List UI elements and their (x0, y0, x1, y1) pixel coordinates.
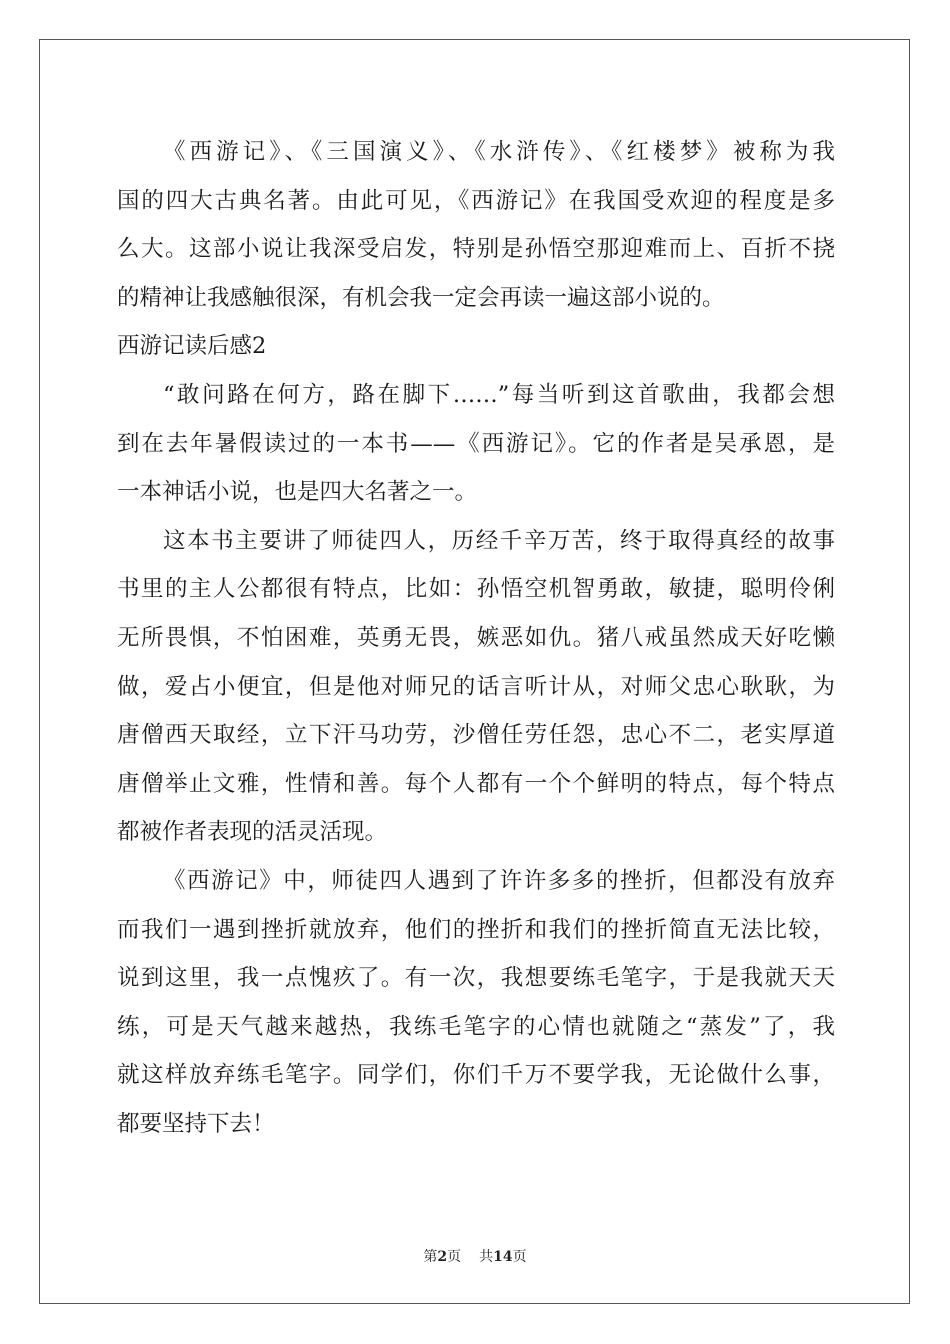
page-label-suffix: 页 (447, 1249, 462, 1265)
text-line: 都被作者表现的活灵活现。 (117, 819, 388, 846)
text-line: 么大。这部小说让我深受启发，特别是孙悟空那迎难而上、百折不挠 (117, 236, 835, 263)
text-line: 就这样放弃练毛笔字。同学们，你们千万不要学我，无论做什么事， (117, 1062, 835, 1089)
total-pages: 14 (493, 1249, 513, 1265)
page-number: 2 (437, 1249, 448, 1265)
text-line: 国的四大古典名著。由此可见，《西游记》在我国受欢迎的程度是多 (117, 187, 835, 214)
text-line: 无所畏惧，不怕困难，英勇无畏，嫉恶如仇。猪八戒虽然成天好吃懒 (117, 624, 835, 651)
paragraph (117, 857, 835, 1149)
text-line: 而我们一遇到挫折就放弃，他们的挫折和我们的挫折简直无法比较， (117, 916, 835, 943)
text-line: 《西游记》、《三国演义》、《水浒传》、《红楼梦》被称为我 (163, 139, 835, 165)
text-line: 练，可是天气越来越热，我练毛笔字的心情也就随之“蒸发”了，我 (117, 1013, 835, 1040)
page-label-prefix: 第 (423, 1249, 438, 1265)
paragraph (117, 128, 835, 322)
total-label-suffix: 页 (512, 1249, 527, 1265)
text-line: 唐僧西天取经，立下汗马功劳，沙僧任劳任怨，忠心不二，老实厚道 (117, 722, 835, 749)
section-heading (117, 322, 835, 371)
text-line: 一本神话小说，也是四大名著之一。 (117, 479, 478, 506)
paragraph (117, 371, 835, 517)
text-line: 的精神让我感触很深，有机会我一定会再读一遍这部小说的。 (117, 284, 725, 311)
paragraph (117, 517, 835, 857)
text-line: 到在去年暑假读过的一本书——《西游记》。它的作者是吴承恩，是 (117, 430, 835, 457)
text-line: 做，爱占小便宜，但是他对师兄的话言听计从，对师父忠心耿耿，为 (117, 673, 835, 700)
text-line: “敢问路在何方，路在脚下……”每当听到这首歌曲，我都会想 (163, 381, 835, 408)
text-line: 这本书主要讲了师徒四人，历经千辛万苦，终于取得真经的故事 (163, 527, 835, 554)
text-line: 唐僧举止文雅，性情和善。每个人都有一个个鲜明的特点，每个特点 (117, 770, 835, 797)
total-label-prefix: 共 (479, 1249, 494, 1265)
text-line: 《西游记》中，师徒四人遇到了许许多多的挫折，但都没有放弃 (163, 867, 835, 894)
text-line: 说到这里，我一点愧疚了。有一次，我想要练毛笔字，于是我就天天 (117, 965, 835, 992)
page-footer (0, 1246, 950, 1266)
text-line: 都要坚持下去！ (117, 1110, 275, 1137)
text-line: 书里的主人公都很有特点，比如：孙悟空机智勇敢，敏捷，聪明伶俐 (117, 576, 835, 603)
heading-text: 西游记读后感2 (117, 333, 267, 360)
document-body (117, 128, 835, 1148)
